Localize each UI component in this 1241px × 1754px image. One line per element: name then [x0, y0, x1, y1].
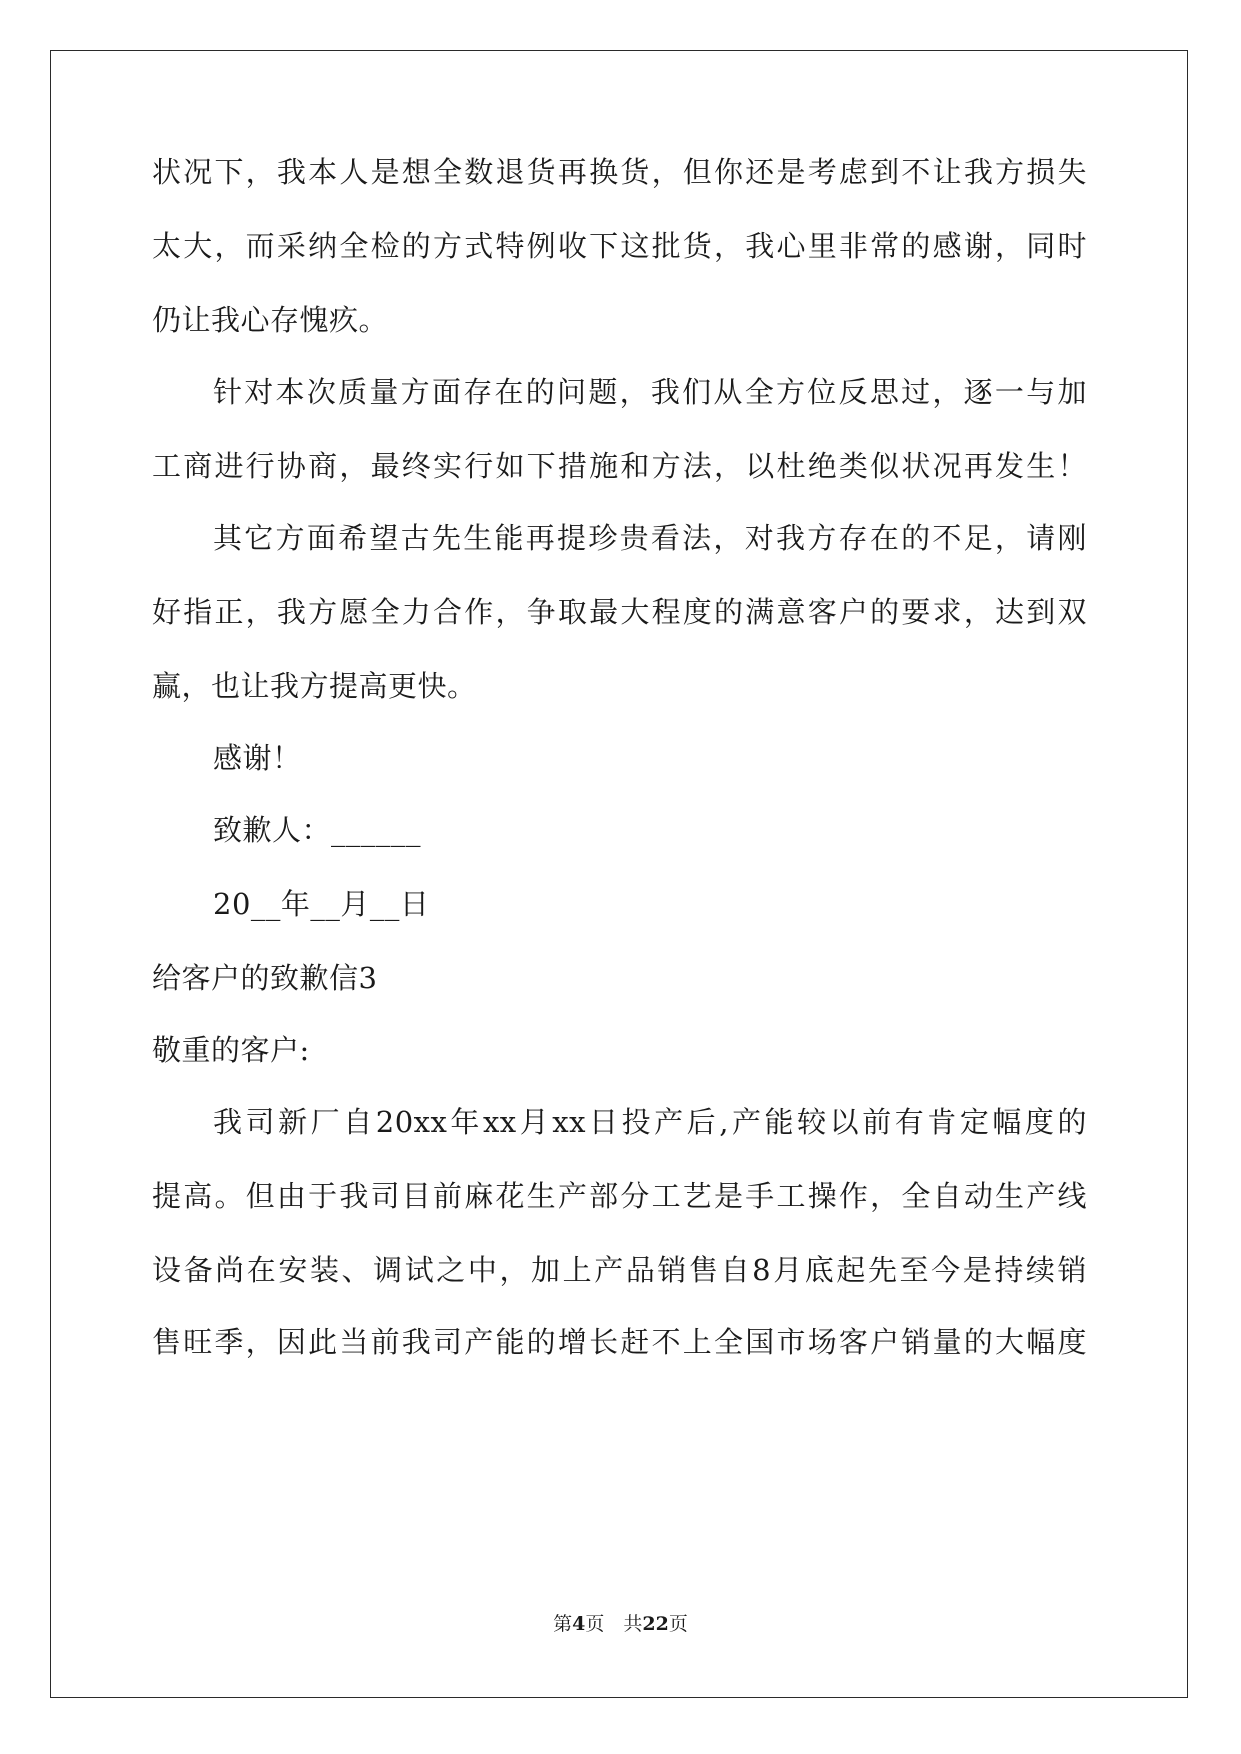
thanks-line: 感谢！ [213, 741, 302, 775]
letter-title: 给客户的致歉信3 [152, 961, 378, 995]
body-line: 提高。但由于我司目前麻花生产部分工艺是手工操作，全自动生产线 [152, 1179, 1087, 1213]
footer-page-number: 4 [572, 1613, 586, 1635]
date-line: 20__年__月__日 [213, 887, 430, 921]
page-footer [0, 1612, 1241, 1636]
salutation: 敬重的客户: [152, 1033, 310, 1067]
body-line: 设备尚在安装、调试之中，加上产品销售自8月底起先至今是持续销 [152, 1253, 1087, 1287]
footer-prefix: 第 [553, 1613, 573, 1635]
body-line: 工商进行协商，最终实行如下措施和方法，以杜绝类似状况再发生！ [152, 449, 1087, 483]
body-line: 好指正，我方愿全力合作，争取最大程度的满意客户的要求，达到双 [152, 595, 1087, 629]
footer-mid: 页 共 [585, 1613, 643, 1635]
body-line: 仍让我心存愧疚。 [152, 303, 389, 337]
body-line: 售旺季，因此当前我司产能的增长赶不上全国市场客户销量的大幅度 [152, 1325, 1087, 1359]
paragraph-start: 针对本次质量方面存在的问题，我们从全方位反思过，逐一与加 [213, 375, 1087, 409]
paragraph-start: 其它方面希望古先生能再提珍贵看法，对我方存在的不足，请刚 [213, 521, 1087, 555]
apologizer-line: 致歉人：______ [213, 813, 422, 847]
paragraph-start: 我司新厂自20xx年xx月xx日投产后,产能较以前有肯定幅度的 [213, 1105, 1087, 1139]
body-line: 状况下，我本人是想全数退货再换货，但你还是考虑到不让我方损失 [152, 155, 1087, 189]
body-line: 赢，也让我方提高更快。 [152, 669, 477, 703]
footer-total-pages: 22 [642, 1613, 669, 1635]
body-line: 太大，而采纳全检的方式特例收下这批货，我心里非常的感谢，同时 [152, 229, 1087, 263]
footer-suffix: 页 [668, 1613, 688, 1635]
page-frame [50, 50, 1188, 1698]
